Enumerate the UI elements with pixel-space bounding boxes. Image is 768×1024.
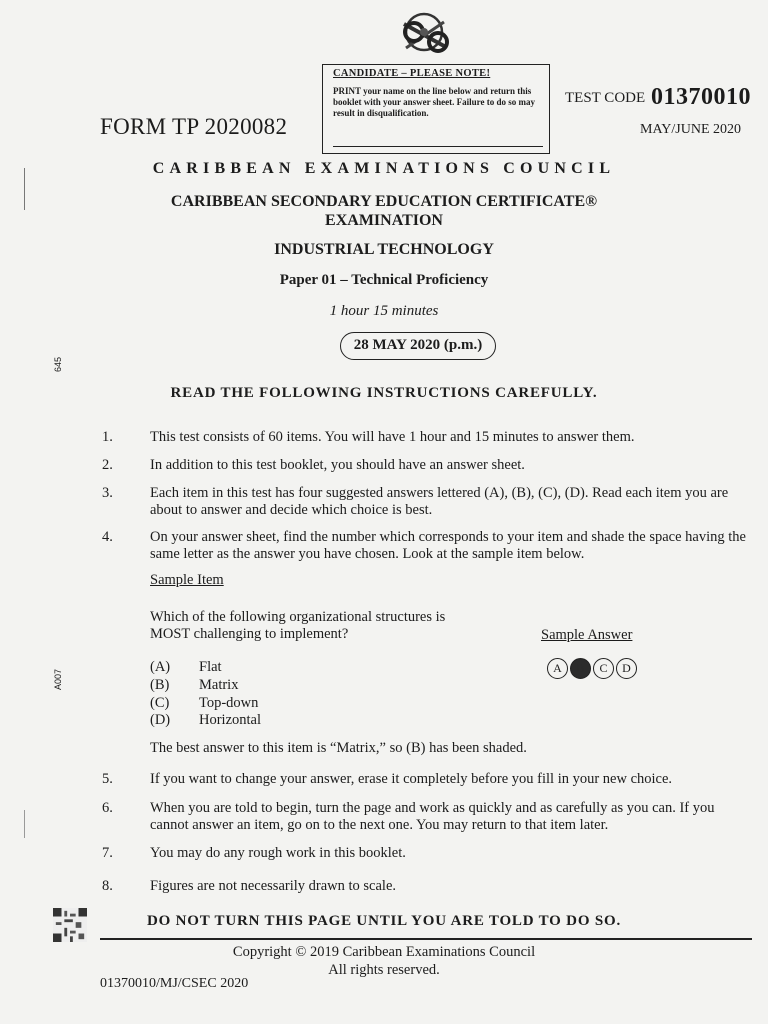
answer-bubble-c: C	[593, 658, 614, 679]
exam-date: 28 MAY 2020 (p.m.)	[340, 332, 496, 360]
instruction-text: You may do any rough work in this booklet.	[150, 845, 406, 861]
instruction-text: In addition to this test booklet, you should have an answer sheet.	[150, 457, 525, 473]
test-code-value: 01370010	[651, 84, 751, 110]
instruction-number: 6.	[102, 800, 113, 816]
instruction-text: Each item in this test has four suggested answers lettered (A), (B), (C), (D). Read each item you are about to answer and decide which choice is best.	[150, 485, 729, 518]
instruction-number: 8.	[102, 878, 113, 894]
sample-item-label: Sample Item	[150, 572, 224, 588]
form-number: FORM TP 2020082	[100, 114, 288, 139]
subject-title: INDUSTRIAL TECHNOLOGY	[274, 241, 494, 258]
instruction-text: This test consists of 60 items. You will have 1 hour and 15 minutes to answer them.	[150, 429, 635, 445]
option-letter: (D)	[150, 712, 171, 728]
instruction-text: On your answer sheet, find the number which corresponds to your item and shade the space having the same letter as the answer you have chosen. Look at the sample item below.	[150, 529, 746, 562]
answer-bubble-a: A	[547, 658, 568, 679]
cxc-logo	[388, 6, 460, 62]
exam-session: MAY/JUNE 2020	[640, 122, 741, 137]
test-code-label: TEST CODE	[565, 90, 646, 106]
option-text: Horizontal	[199, 712, 262, 728]
option-text: Matrix	[199, 677, 239, 693]
council-name: CARIBBEAN EXAMINATIONS COUNCIL	[152, 160, 616, 177]
instructions-heading: READ THE FOLLOWING INSTRUCTIONS CAREFULLY.	[170, 385, 598, 401]
option-letter: (C)	[150, 695, 170, 711]
instruction-text: Figures are not necessarily drawn to scale.	[150, 878, 397, 894]
copyright-line-1: Copyright © 2019 Caribbean Examinations Council	[232, 944, 536, 960]
exam-duration: 1 hour 15 minutes	[329, 303, 439, 319]
instruction-number: 7.	[102, 845, 113, 861]
notice-body: PRINT your name on the line below and return this booklet with your answer sheet. Failure to do so may result in disqualification.	[333, 86, 536, 118]
margin-mark	[24, 810, 25, 838]
copyright-line-2: All rights reserved.	[328, 962, 440, 978]
option-text: Top-down	[199, 695, 259, 711]
instruction-number: 1.	[102, 429, 113, 445]
answer-bubble-b-shaded: B	[570, 658, 591, 679]
sample-question-line-2: MOST challenging to implement?	[150, 626, 349, 642]
instruction-number: 5.	[102, 771, 113, 787]
certificate-title	[0, 192, 768, 230]
certificate-line-2: EXAMINATION	[325, 212, 443, 229]
margin-code-top: 645	[53, 356, 63, 372]
footer-divider	[100, 938, 752, 940]
sample-answer-bubbles	[547, 658, 647, 682]
instruction-text: When you are told to begin, turn the page and work as quickly and as carefully as you can. If you cannot answer an item, go on to the next one. You may return to that item later.	[150, 800, 715, 833]
notice-title: CANDIDATE – PLEASE NOTE!	[333, 68, 491, 79]
footer-code: 01370010/MJ/CSEC 2020	[100, 976, 249, 991]
candidate-notice-box	[322, 64, 550, 154]
sample-answer-label: Sample Answer	[541, 627, 633, 643]
instruction-number: 2.	[102, 457, 113, 473]
copyright	[0, 943, 768, 979]
option-letter: (A)	[150, 659, 171, 675]
option-text: Flat	[199, 659, 222, 675]
answer-bubble-d: D	[616, 658, 637, 679]
option-letter: (B)	[150, 677, 170, 693]
do-not-turn-notice: DO NOT TURN THIS PAGE UNTIL YOU ARE TOLD TO DO SO.	[146, 913, 621, 929]
margin-mark	[24, 168, 25, 210]
sample-question	[150, 609, 445, 643]
name-line	[333, 146, 543, 147]
margin-code-bottom: A007	[53, 668, 63, 690]
instruction-number: 3.	[102, 485, 113, 501]
instruction-text: If you want to change your answer, erase it completely before you fill in your new choice.	[150, 771, 673, 787]
instruction-number: 4.	[102, 529, 113, 545]
paper-title: Paper 01 – Technical Proficiency	[279, 272, 489, 288]
sample-question-line-1: Which of the following organizational structures is	[150, 609, 446, 625]
sample-explanation: The best answer to this item is “Matrix,” so (B) has been shaded.	[150, 740, 527, 756]
certificate-line-1: CARIBBEAN SECONDARY EDUCATION CERTIFICATE®	[170, 193, 598, 210]
